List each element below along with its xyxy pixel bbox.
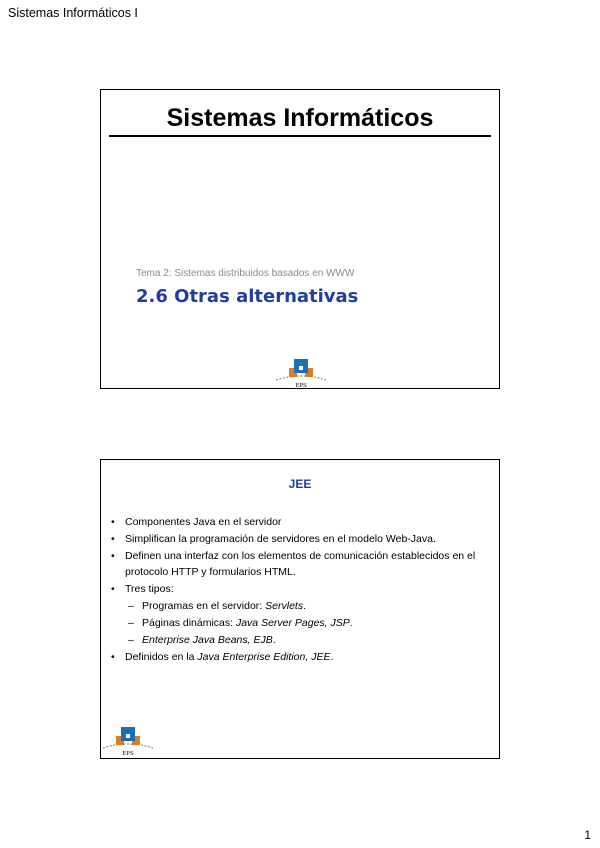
bullet-text: .	[330, 651, 334, 663]
sub-bullet-item	[111, 615, 491, 631]
bullet-list	[111, 514, 491, 665]
bullet-text: Componentes Java en el servidor	[125, 516, 282, 528]
bullet-marker: •	[111, 516, 115, 528]
bullet-text: Páginas dinámicas:	[142, 617, 236, 629]
bullet-text: Programas en el servidor:	[142, 600, 266, 612]
logo-lettering: EPS	[122, 751, 134, 756]
bullet-text: .	[349, 617, 353, 629]
bullet-item	[111, 581, 491, 597]
page-number: 1	[584, 828, 591, 842]
bullet-item	[111, 649, 491, 665]
bullet-item	[111, 531, 491, 547]
bullet-text: Java Enterprise Edition, JEE	[197, 651, 331, 663]
bullet-text: Enterprise Java Beans, EJB	[142, 634, 273, 646]
slide-title	[100, 89, 500, 389]
eps-logo-icon	[101, 726, 155, 756]
slide-jee	[100, 459, 500, 759]
section-heading: 2.6 Otras alternativas	[136, 286, 359, 307]
sub-bullet-item	[111, 598, 491, 614]
bullet-marker: –	[128, 617, 134, 629]
page-header: Sistemas Informáticos I	[8, 6, 138, 20]
topic-subtitle: Tema 2: Sistemas distribuidos basados en WWW	[136, 268, 355, 279]
bullet-item	[111, 548, 491, 580]
bullet-text: Definidos en la	[125, 651, 198, 663]
bullet-text: Definen una interfaz con los elementos de comunicación establecidos en el protocolo HTTP y formularios HTML.	[125, 550, 476, 578]
sub-bullet-item	[111, 632, 491, 648]
logo-lettering: EPS	[295, 383, 307, 388]
bullet-marker: •	[111, 651, 115, 663]
bullet-text: Simplifican la programación de servidores en el modelo Web-Java.	[125, 533, 436, 545]
slide-jee-title: JEE	[288, 477, 312, 491]
bullet-marker: •	[111, 550, 115, 562]
bullet-text: .	[272, 634, 276, 646]
bullet-marker: •	[111, 583, 115, 595]
bullet-marker: –	[128, 600, 134, 612]
title-divider	[109, 135, 491, 137]
slide-title-heading: Sistemas Informáticos	[166, 104, 434, 132]
bullet-text: Tres tipos:	[125, 583, 174, 595]
bullet-marker: –	[128, 634, 134, 646]
bullet-text: Java Server Pages, JSP	[235, 617, 350, 629]
bullet-text: .	[303, 600, 306, 612]
bullet-item	[111, 514, 491, 530]
bullet-marker: •	[111, 533, 115, 545]
eps-logo-icon	[274, 358, 328, 388]
bullet-text: Servlets	[265, 600, 304, 612]
